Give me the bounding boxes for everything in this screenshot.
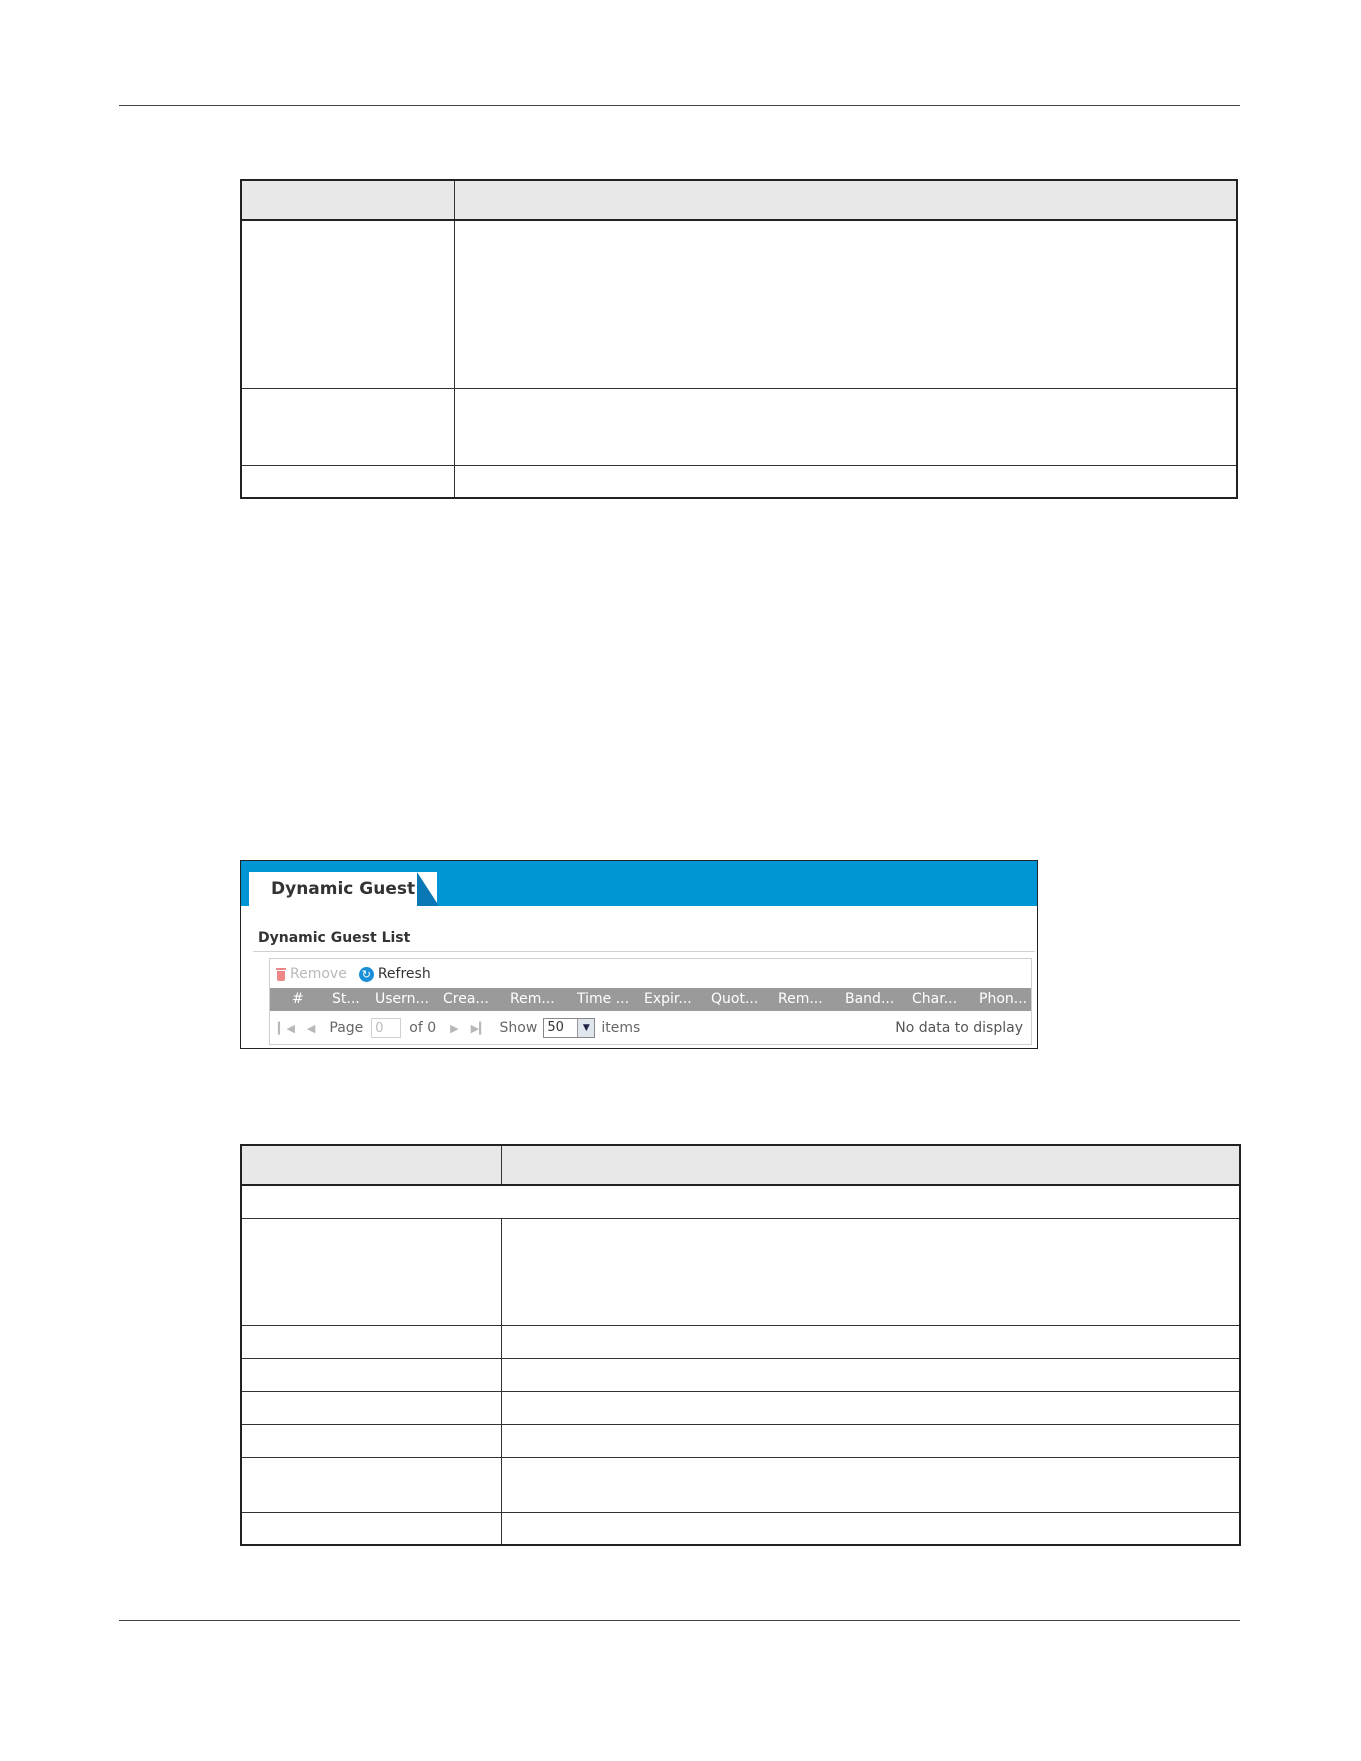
first-page-icon[interactable]: ▎◀	[278, 1021, 295, 1035]
table-row	[241, 1218, 1240, 1325]
table-row	[241, 465, 1237, 498]
col-header[interactable]: Band...	[845, 991, 895, 1007]
tab-bar	[241, 861, 1037, 906]
items-per-page-value: 50	[547, 1020, 564, 1035]
dynamic-guest-panel	[240, 860, 1038, 1049]
column-header-row	[270, 988, 1031, 1011]
table-row	[241, 1358, 1240, 1391]
top-table	[240, 179, 1238, 499]
table-row	[241, 220, 1237, 388]
col-header[interactable]: Phon...	[979, 991, 1028, 1007]
table-row	[241, 1325, 1240, 1358]
table-row	[241, 1391, 1240, 1424]
table-row	[241, 388, 1237, 465]
col-header[interactable]: Time ...	[577, 991, 630, 1007]
col-header[interactable]: Expir...	[644, 991, 692, 1007]
items-per-page-select[interactable]	[543, 1018, 595, 1038]
refresh-button[interactable]	[359, 966, 431, 982]
col-header[interactable]: Quot...	[711, 991, 759, 1007]
page-count: of 0	[409, 1020, 437, 1036]
col-header[interactable]: Usern...	[375, 991, 429, 1007]
table-row	[241, 180, 1237, 220]
col-header[interactable]: #	[292, 991, 304, 1007]
header-rule	[119, 105, 1240, 106]
items-label: items	[601, 1020, 641, 1036]
grid-toolbar	[276, 962, 431, 986]
table-row	[241, 1424, 1240, 1457]
show-label: Show	[499, 1020, 538, 1036]
refresh-icon: ↻	[359, 967, 374, 982]
tab-dynamic-guest[interactable]: Dynamic Guest	[249, 872, 437, 906]
tab-fold-decoration	[417, 872, 439, 906]
col-header[interactable]: Char...	[912, 991, 958, 1007]
guest-list-grid	[269, 958, 1032, 1045]
section-title: Dynamic Guest List	[258, 930, 411, 946]
prev-page-icon[interactable]: ◀	[306, 1021, 316, 1035]
col-header[interactable]: Crea...	[443, 991, 489, 1007]
remove-button[interactable]	[276, 966, 347, 982]
table-row	[241, 1512, 1240, 1545]
pager	[270, 1014, 1031, 1042]
table-row	[241, 1145, 1240, 1185]
trash-icon	[276, 968, 286, 981]
col-header[interactable]: Rem...	[510, 991, 555, 1007]
next-page-icon[interactable]: ▶	[450, 1021, 459, 1035]
footer-rule	[119, 1620, 1240, 1621]
col-header[interactable]: St...	[332, 991, 360, 1007]
table-row	[241, 1457, 1240, 1512]
section-divider	[253, 951, 1035, 952]
bottom-table	[240, 1144, 1241, 1546]
table-row	[241, 1185, 1240, 1218]
page-input[interactable]	[371, 1018, 401, 1038]
no-data-message: No data to display	[895, 1020, 1023, 1036]
remove-label: Remove	[290, 966, 347, 982]
col-header[interactable]: Rem...	[778, 991, 823, 1007]
chevron-down-icon[interactable]: ▼	[577, 1019, 594, 1037]
last-page-icon[interactable]: ▶▎	[470, 1021, 488, 1035]
refresh-label: Refresh	[377, 966, 431, 982]
page-label: Page	[329, 1020, 364, 1036]
